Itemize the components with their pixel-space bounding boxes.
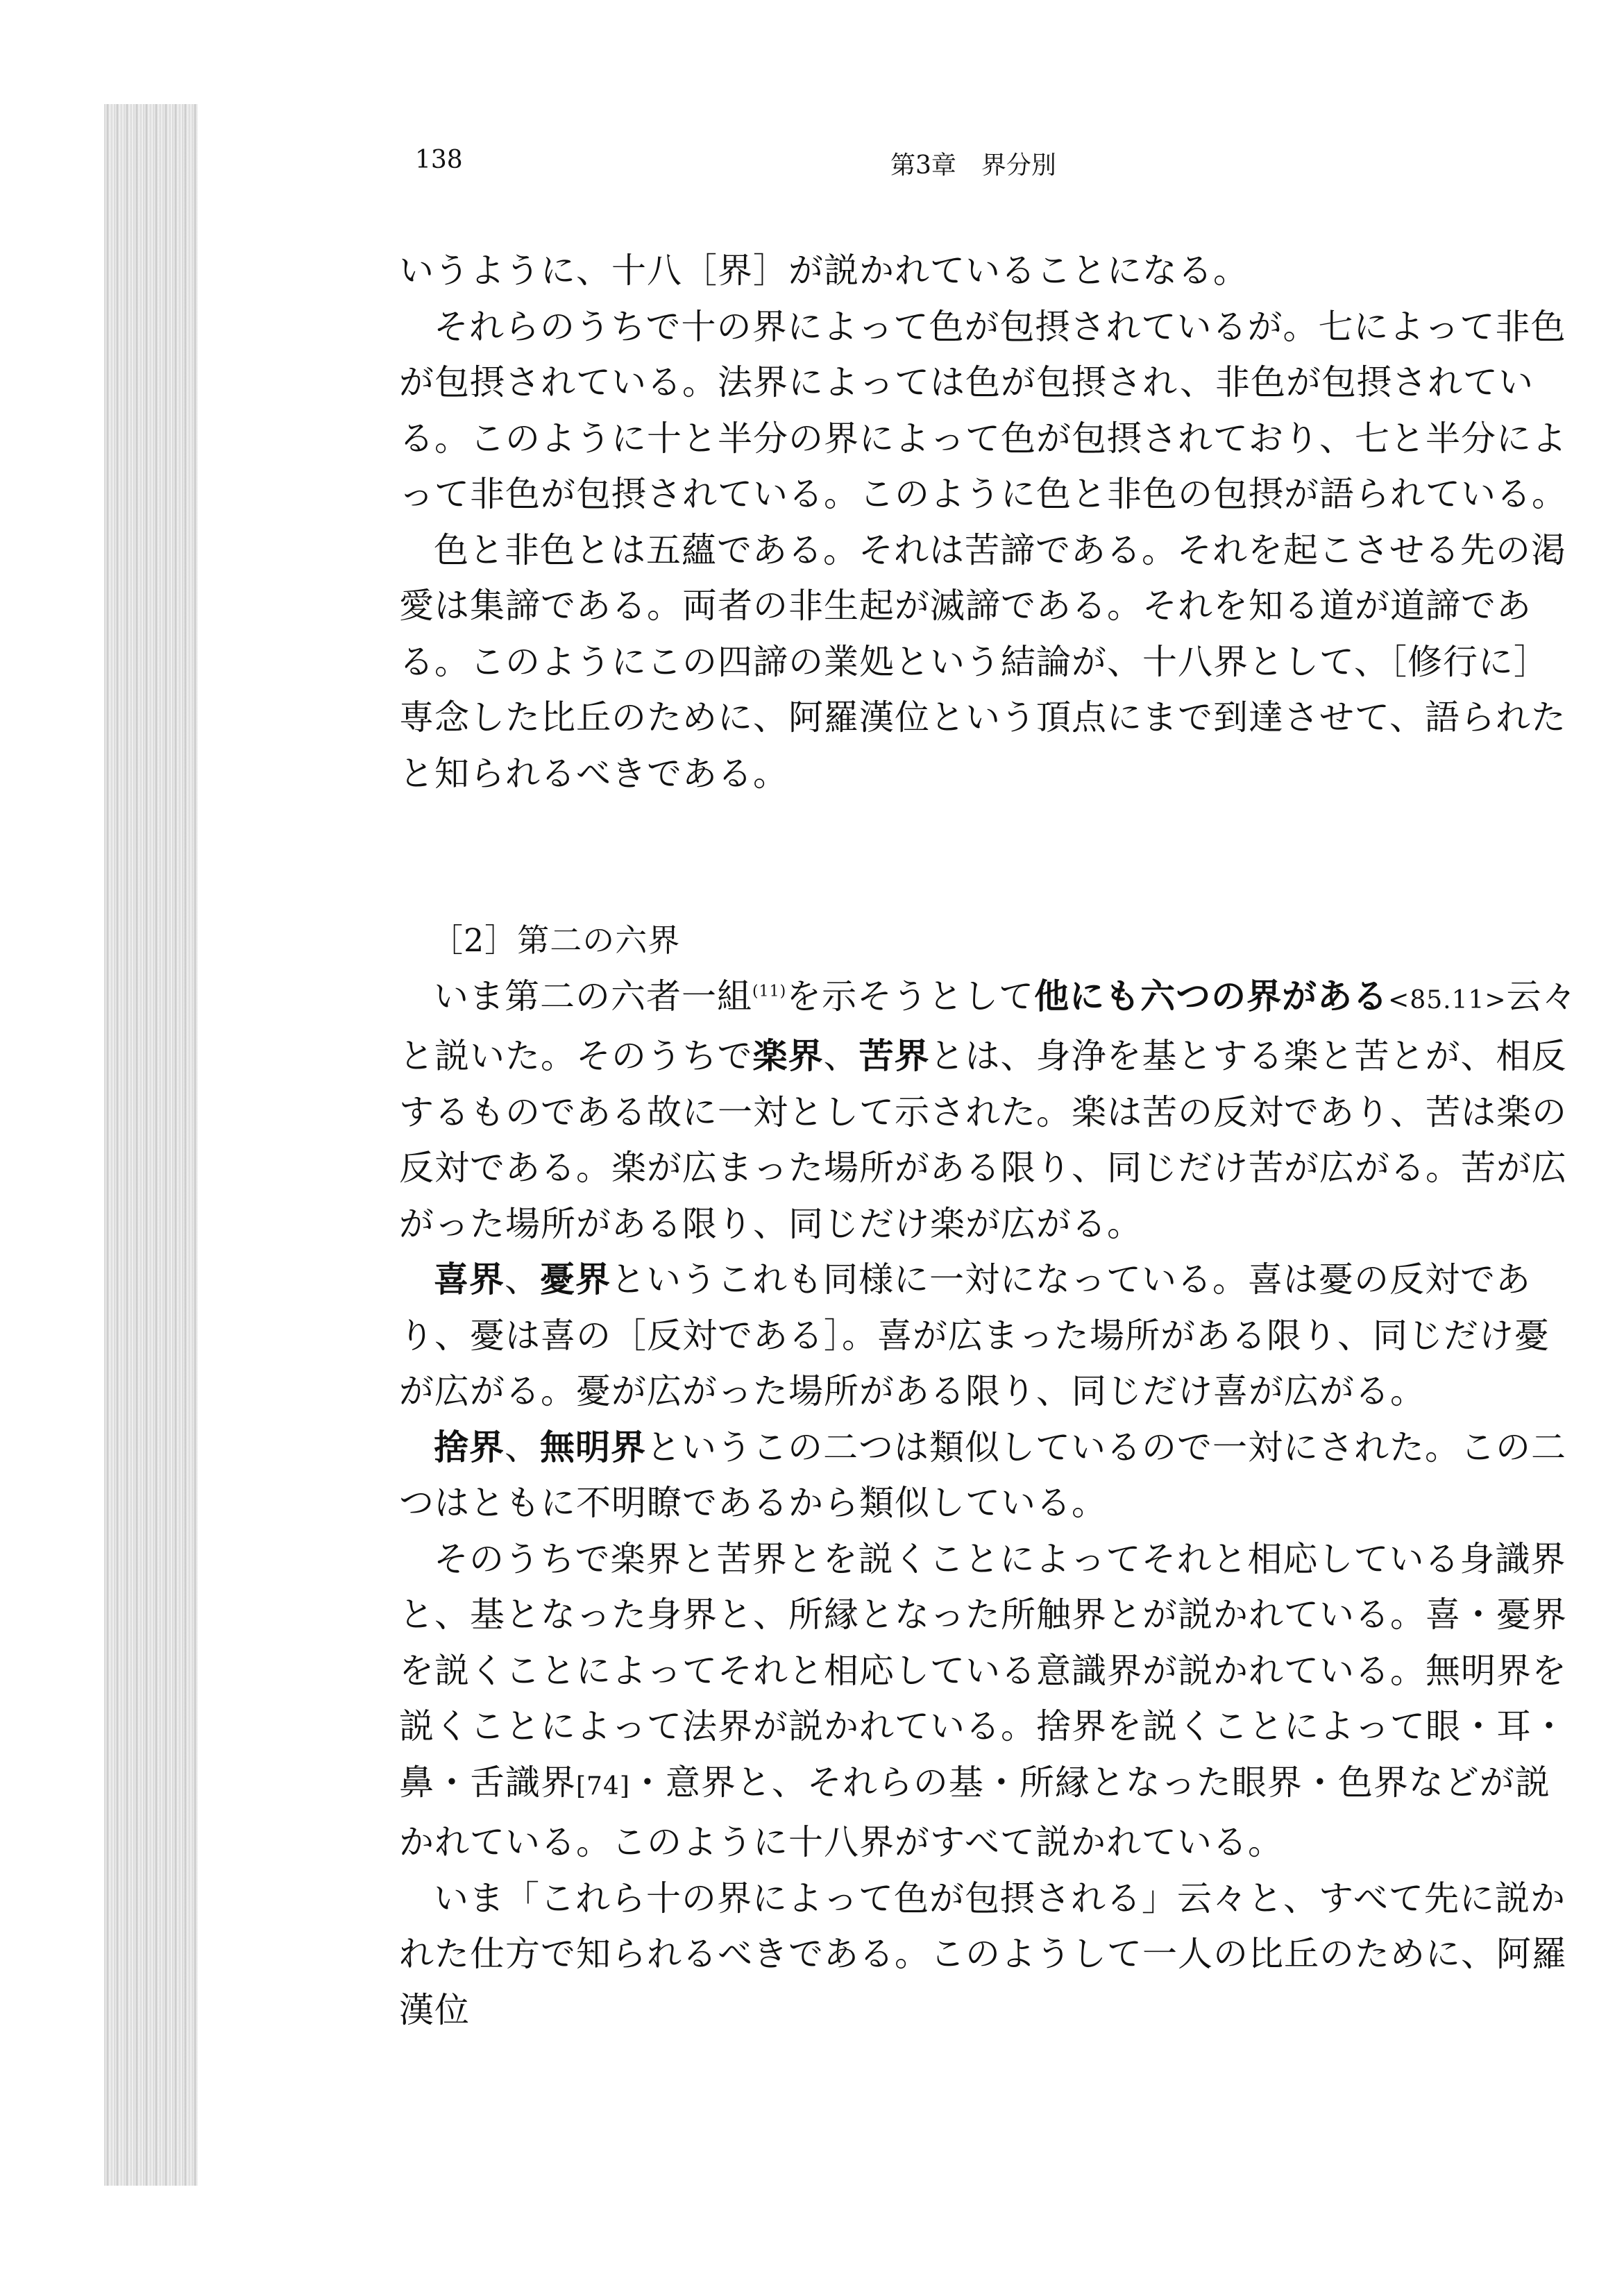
bold-term: 無明界 [540,1426,646,1468]
paragraph-3: 色と非色とは五蘊である。それは苦諦である。それを起こさせる先の渇愛は集諦である。両者の非生起が滅諦である。それを知る道が道諦である。このようにこの四諦の業処という結論が、十八界として、［修行に］専念した比丘のために、阿羅漢位という頂点にまで到達させて、語られたと知られるべきである。 [399,529,1566,794]
text-run: 、 [505,1427,540,1468]
bold-term: 苦界 [858,1035,930,1076]
text-run: 云々と説いた。そのうちで [399,976,1578,1076]
bold-term: 楽界 [752,1035,824,1076]
note-marker: (11) [752,982,787,1000]
text-run: ・意界と、それらの基・所縁となった眼界・色界などが説かれている。このように十八界がすべて説かれている。 [399,1762,1550,1862]
text-run: そのうちで楽界と苦界とを説くことによってそれと相応している身識界と、基となった身界と、所縁となった所触界とが説かれている。喜・憂界を説くことによってそれと相応している意識界が説かれている。無明界を説くことによって法界が説かれている。捨界を説くことによって眼・耳・鼻・舌識界 [399,1538,1567,1803]
paragraph-2: それらのうちで十の界によって色が包摂されているが。七によって非色が包摂されている。法界によっては色が包摂され、非色が包摂されている。このように十と半分の界によって色が包摂されており、七と半分によって非色が包摂されている。このように色と非色の包摂が語られている。 [399,306,1567,514]
bold-term: 憂界 [540,1259,611,1300]
scan-binding-shadow [104,104,198,2186]
paragraph-6 [399,1420,1579,1531]
paragraph-1: いうように、十八［界］が説かれていることになる。 [399,250,1249,291]
bold-term: 他にも六つの界がある [1034,975,1389,1017]
page-reference: <85.11> [1388,985,1507,1014]
text-run: というこの二つは類似しているので一対にされた。この二つはともに不明瞭であるから類似している。 [399,1427,1566,1523]
text-run: 、 [505,1259,540,1300]
text-run: というこれも同様に一対になっている。喜は憂の反対であり、憂は喜の［反対である］。喜が広まった場所がある限り、同じだけ憂が広がる。憂が広がった場所がある限り、同じだけ喜が広がる。 [399,1259,1550,1411]
body-text [399,243,1579,2038]
paragraph-8: いま「これら十の界によって色が包摂される」云々と、すべて先に説かれた仕方で知られるべきである。このようして一人の比丘のために、阿羅漢位 [399,1878,1567,2030]
section-gap [399,801,1579,912]
text-run: を示そうとして [786,976,1035,1017]
page-number: 138 [415,146,463,174]
bold-term: 喜界 [434,1259,505,1300]
paragraph-7 [399,1531,1579,1871]
section-heading: ［2］第二の六界 [431,921,681,959]
paragraph-4 [399,969,1579,1252]
page-reference: [74] [576,1771,630,1801]
text-run: 、 [823,1036,859,1076]
bold-term: 捨界 [434,1426,505,1468]
paragraph-5 [399,1252,1579,1420]
text-run: いま第二の六者一組 [434,976,752,1017]
text-run: とは、身浄を基とする楽と苦とが、相反するものである故に一対として示された。楽は苦の反対であり、苦は楽の反対である。楽が広まった場所がある限り、同じだけ苦が広がる。苦が広がった場所がある限り、同じだけ楽が広がる。 [399,1036,1567,1244]
running-head [415,146,1581,187]
chapter-title: 第3章 界分別 [890,151,1056,180]
